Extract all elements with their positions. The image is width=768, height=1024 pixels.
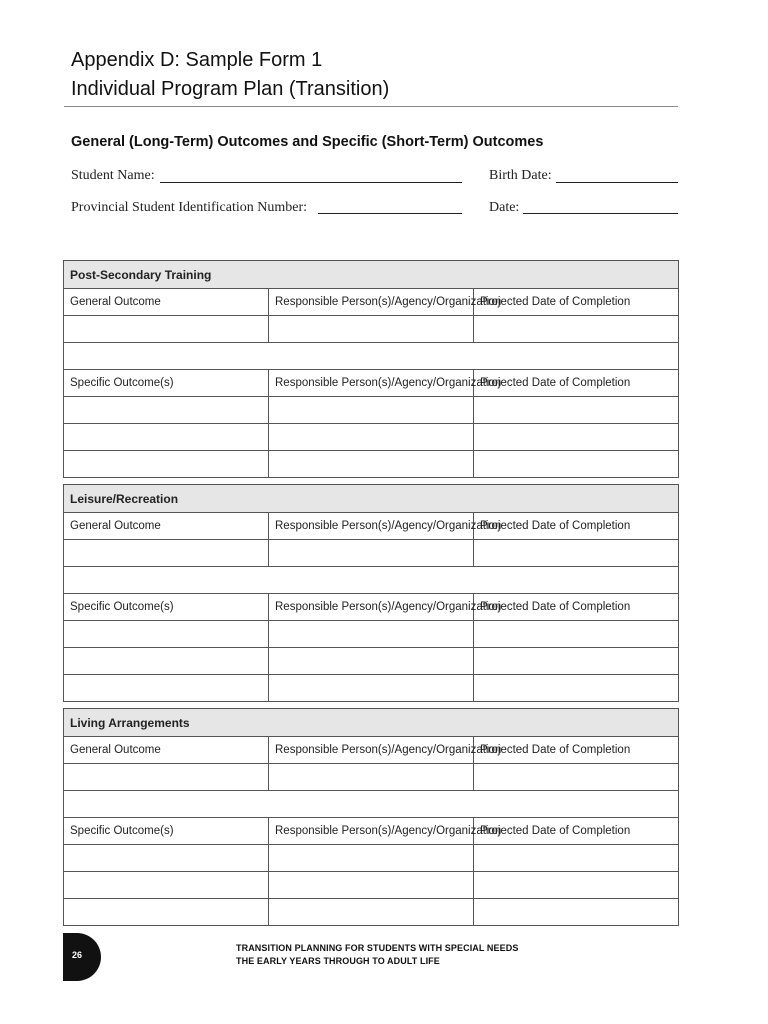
- table-row: [64, 567, 679, 594]
- table-row: [64, 675, 679, 702]
- column-general-outcome: General Outcome: [64, 513, 269, 540]
- column-general-outcome: General Outcome: [64, 289, 269, 316]
- specific-outcome-cell[interactable]: [64, 899, 269, 926]
- responsible-cell[interactable]: [269, 316, 474, 343]
- section-title: Living Arrangements: [64, 709, 679, 737]
- projected-date-cell[interactable]: [474, 397, 679, 424]
- page-title: [71, 46, 389, 104]
- projected-date-cell[interactable]: [474, 621, 679, 648]
- section-title: Post-Secondary Training: [64, 261, 679, 289]
- specific-outcome-cell[interactable]: [64, 845, 269, 872]
- footer-line-2: THE EARLY YEARS THROUGH TO ADULT LIFE: [236, 956, 440, 966]
- responsible-cell[interactable]: [269, 621, 474, 648]
- specific-outcome-cell[interactable]: [64, 872, 269, 899]
- table-row: [64, 899, 679, 926]
- footer-text: [236, 942, 518, 968]
- responsible-cell[interactable]: [269, 899, 474, 926]
- specific-outcome-cell[interactable]: [64, 621, 269, 648]
- responsible-cell[interactable]: [269, 397, 474, 424]
- responsible-cell[interactable]: [269, 648, 474, 675]
- general-outcome-cell[interactable]: [64, 764, 269, 791]
- projected-date-cell[interactable]: [474, 764, 679, 791]
- projected-date-cell[interactable]: [474, 451, 679, 478]
- column-projected-date: Projected Date of Completion: [474, 818, 679, 845]
- projected-date-cell[interactable]: [474, 540, 679, 567]
- column-specific-outcome: Specific Outcome(s): [64, 594, 269, 621]
- specific-outcome-cell[interactable]: [64, 675, 269, 702]
- page-number: 26: [72, 950, 83, 960]
- column-specific-outcome: Specific Outcome(s): [64, 370, 269, 397]
- responsible-cell[interactable]: [269, 872, 474, 899]
- specific-outcome-cell[interactable]: [64, 451, 269, 478]
- title-line-2: Individual Program Plan (Transition): [71, 78, 390, 100]
- projected-date-cell[interactable]: [474, 872, 679, 899]
- column-projected-date: Projected Date of Completion: [474, 513, 679, 540]
- table-row: [64, 791, 679, 818]
- title-divider: [64, 106, 678, 107]
- general-outcome-cell[interactable]: [64, 540, 269, 567]
- form-subtitle: General (Long-Term) Outcomes and Specific (Short-Term) Outcomes: [71, 134, 544, 150]
- column-projected-date: Projected Date of Completion: [474, 289, 679, 316]
- table-row: [64, 872, 679, 899]
- student-name-label: Student Name:: [71, 168, 155, 183]
- responsible-cell[interactable]: [269, 424, 474, 451]
- section-table-living: [63, 708, 679, 926]
- table-row: [64, 648, 679, 675]
- projected-date-cell[interactable]: [474, 899, 679, 926]
- specific-outcome-cell[interactable]: [64, 424, 269, 451]
- student-id-field[interactable]: [318, 213, 462, 214]
- projected-date-cell[interactable]: [474, 845, 679, 872]
- column-specific-outcome: Specific Outcome(s): [64, 818, 269, 845]
- table-row: [64, 397, 679, 424]
- column-projected-date: Projected Date of Completion: [474, 737, 679, 764]
- table-row: [64, 424, 679, 451]
- student-name-field[interactable]: [160, 182, 462, 183]
- column-general-outcome: General Outcome: [64, 737, 269, 764]
- table-row: [64, 764, 679, 791]
- responsible-cell[interactable]: [269, 764, 474, 791]
- column-responsible: Responsible Person(s)/Agency/Organization: [269, 737, 474, 764]
- table-row: [64, 343, 679, 370]
- column-responsible: Responsible Person(s)/Agency/Organization: [269, 594, 474, 621]
- section-table-leisure: [63, 484, 679, 702]
- student-id-label: Provincial Student Identification Number:: [71, 200, 308, 215]
- column-responsible: Responsible Person(s)/Agency/Organization: [269, 513, 474, 540]
- projected-date-cell[interactable]: [474, 316, 679, 343]
- spacer-cell[interactable]: [64, 567, 679, 594]
- responsible-cell[interactable]: [269, 451, 474, 478]
- column-projected-date: Projected Date of Completion: [474, 594, 679, 621]
- table-row: [64, 451, 679, 478]
- projected-date-cell[interactable]: [474, 648, 679, 675]
- birth-date-label: Birth Date:: [489, 168, 552, 183]
- responsible-cell[interactable]: [269, 675, 474, 702]
- general-outcome-cell[interactable]: [64, 316, 269, 343]
- projected-date-cell[interactable]: [474, 675, 679, 702]
- column-responsible: Responsible Person(s)/Agency/Organization: [269, 370, 474, 397]
- table-row: [64, 621, 679, 648]
- date-field[interactable]: [523, 213, 678, 214]
- title-line-1: Appendix D: Sample Form 1: [71, 49, 323, 71]
- spacer-cell[interactable]: [64, 343, 679, 370]
- responsible-cell[interactable]: [269, 845, 474, 872]
- projected-date-cell[interactable]: [474, 424, 679, 451]
- table-row: [64, 845, 679, 872]
- birth-date-field[interactable]: [556, 182, 678, 183]
- spacer-cell[interactable]: [64, 791, 679, 818]
- specific-outcome-cell[interactable]: [64, 397, 269, 424]
- column-responsible: Responsible Person(s)/Agency/Organization: [269, 818, 474, 845]
- responsible-cell[interactable]: [269, 540, 474, 567]
- specific-outcome-cell[interactable]: [64, 648, 269, 675]
- date-label: Date:: [489, 200, 520, 215]
- column-responsible: Responsible Person(s)/Agency/Organization: [269, 289, 474, 316]
- section-table-post-secondary: [63, 260, 679, 478]
- footer-line-1: TRANSITION PLANNING FOR STUDENTS WITH SPECIAL NEEDS: [236, 943, 519, 953]
- table-row: [64, 540, 679, 567]
- section-title: Leisure/Recreation: [64, 485, 679, 513]
- column-projected-date: Projected Date of Completion: [474, 370, 679, 397]
- table-row: [64, 316, 679, 343]
